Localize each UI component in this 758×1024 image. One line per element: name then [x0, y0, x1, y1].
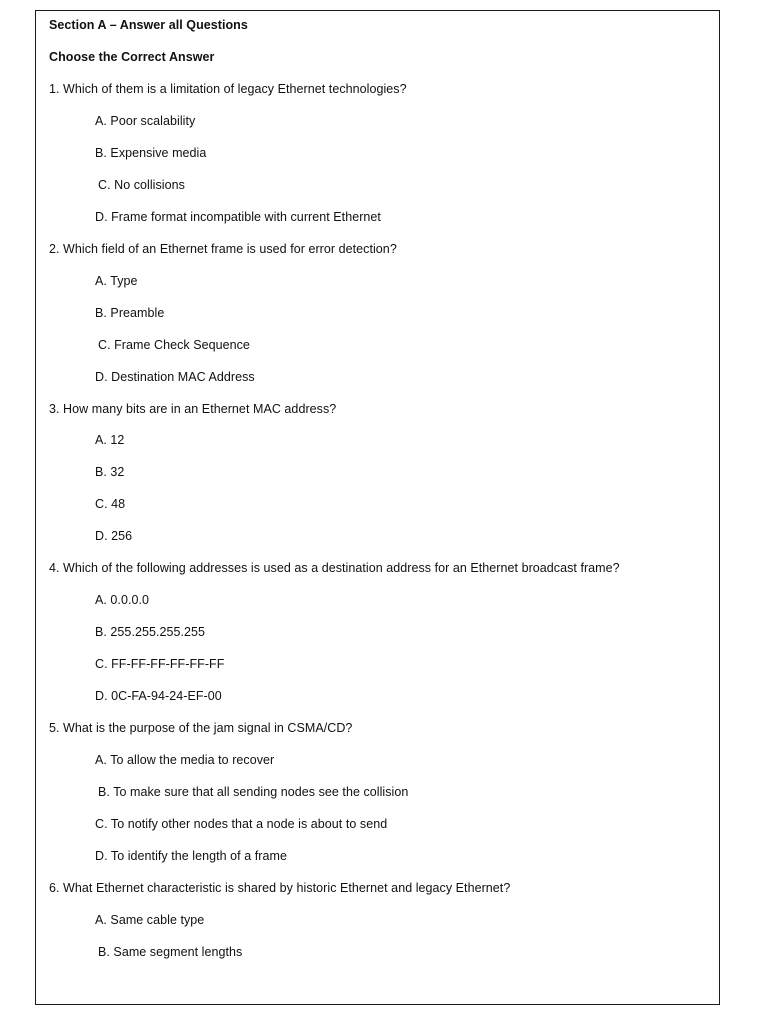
- question-3-text: 3. How many bits are in an Ethernet MAC address?: [49, 402, 337, 416]
- question-1-option-d[interactable]: D. Frame format incompatible with current Ethernet: [95, 210, 381, 224]
- question-5-option-d[interactable]: D. To identify the length of a frame: [95, 849, 287, 863]
- question-3-option-b[interactable]: B. 32: [95, 465, 125, 479]
- question-1-option-a[interactable]: A. Poor scalability: [95, 114, 196, 128]
- question-5-option-c[interactable]: C. To notify other nodes that a node is about to send: [95, 817, 388, 831]
- question-2-option-a[interactable]: A. Type: [95, 274, 138, 288]
- question-3-option-d[interactable]: D. 256: [95, 529, 133, 543]
- section-title: Section A – Answer all Questions: [49, 18, 248, 32]
- question-1-text: 1. Which of them is a limitation of legacy Ethernet technologies?: [49, 82, 407, 96]
- question-6-option-b[interactable]: B. Same segment lengths: [98, 945, 243, 959]
- question-2-text: 2. Which field of an Ethernet frame is used for error detection?: [49, 242, 397, 256]
- question-3-option-c[interactable]: C. 48: [95, 497, 126, 511]
- question-6-text: 6. What Ethernet characteristic is shared by historic Ethernet and legacy Ethernet?: [49, 881, 511, 895]
- instruction-heading: Choose the Correct Answer: [49, 50, 215, 64]
- question-6-option-a[interactable]: A. Same cable type: [95, 913, 205, 927]
- question-2-option-d[interactable]: D. Destination MAC Address: [95, 370, 255, 384]
- question-5-option-a[interactable]: A. To allow the media to recover: [95, 753, 275, 767]
- question-5-option-b[interactable]: B. To make sure that all sending nodes see the collision: [98, 785, 409, 799]
- question-1-option-b[interactable]: B. Expensive media: [95, 146, 207, 160]
- question-4-option-d[interactable]: D. 0C-FA-94-24-EF-00: [95, 689, 222, 703]
- question-3-option-a[interactable]: A. 12: [95, 433, 125, 447]
- question-4-option-b[interactable]: B. 255.255.255.255: [95, 625, 206, 639]
- question-4-option-c[interactable]: C. FF-FF-FF-FF-FF-FF: [95, 657, 225, 671]
- question-5-text: 5. What is the purpose of the jam signal in CSMA/CD?: [49, 721, 353, 735]
- question-4-text: 4. Which of the following addresses is used as a destination address for an Ethernet broadcast frame?: [49, 561, 620, 575]
- question-1-option-c[interactable]: C. No collisions: [98, 178, 185, 192]
- question-2-option-c[interactable]: C. Frame Check Sequence: [98, 338, 250, 352]
- question-2-option-b[interactable]: B. Preamble: [95, 306, 165, 320]
- question-4-option-a[interactable]: A. 0.0.0.0: [95, 593, 150, 607]
